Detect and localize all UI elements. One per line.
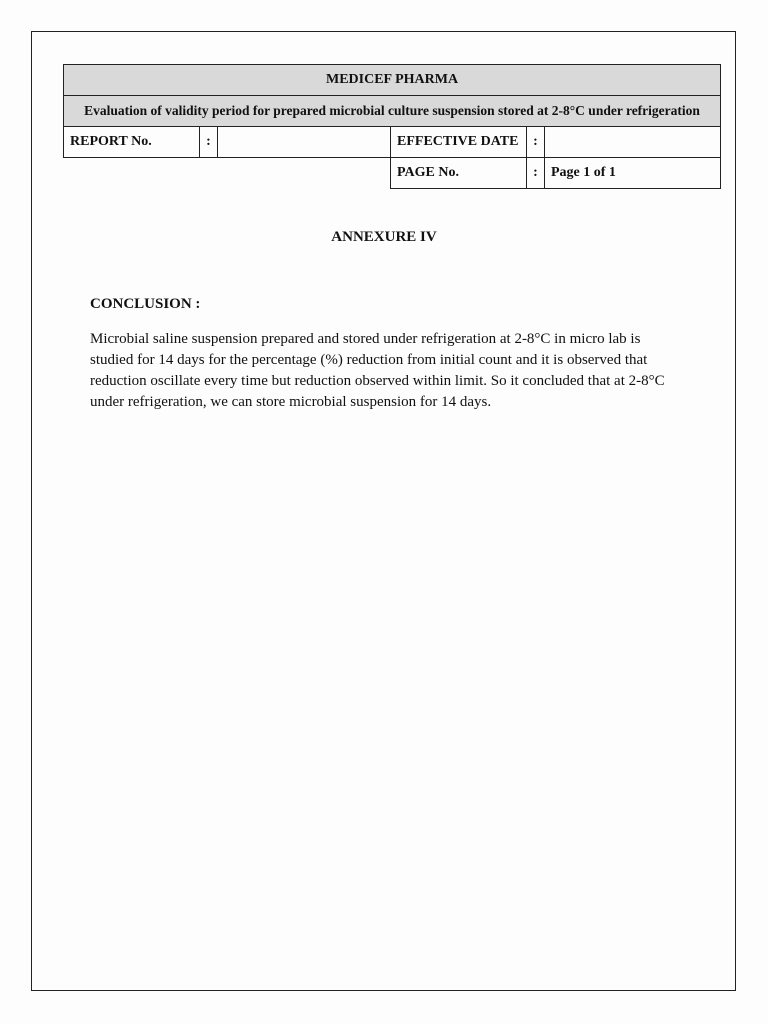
report-no-label: REPORT No. xyxy=(64,127,200,158)
report-no-value xyxy=(218,127,391,158)
report-no-separator: : xyxy=(200,127,218,158)
blank-cell xyxy=(64,158,391,189)
document-header-table xyxy=(63,64,721,189)
effective-date-separator: : xyxy=(527,127,545,158)
annexure-title: ANNEXURE IV xyxy=(331,229,437,245)
page-no-label: PAGE No. xyxy=(391,158,527,189)
page-no-separator: : xyxy=(527,158,545,189)
document-subject: Evaluation of validity period for prepared microbial culture suspension stored at 2-8°C under refrigeration xyxy=(64,96,721,127)
effective-date-label: EFFECTIVE DATE xyxy=(391,127,527,158)
page-no-value: Page 1 of 1 xyxy=(545,158,721,189)
effective-date-value xyxy=(545,127,721,158)
conclusion-heading: CONCLUSION : xyxy=(90,296,201,312)
company-name: MEDICEF PHARMA xyxy=(64,65,721,96)
conclusion-paragraph: Microbial saline suspension prepared and stored under refrigeration at 2-8°C in micro lab is studied for 14 days for the percentage (%) reduction from initial count and it is observed that reduction oscillate every time but reduction observed within limit. So it concluded that at 2-8°C under refrigeration, we can store microbial suspension for 14 days. xyxy=(90,331,665,410)
